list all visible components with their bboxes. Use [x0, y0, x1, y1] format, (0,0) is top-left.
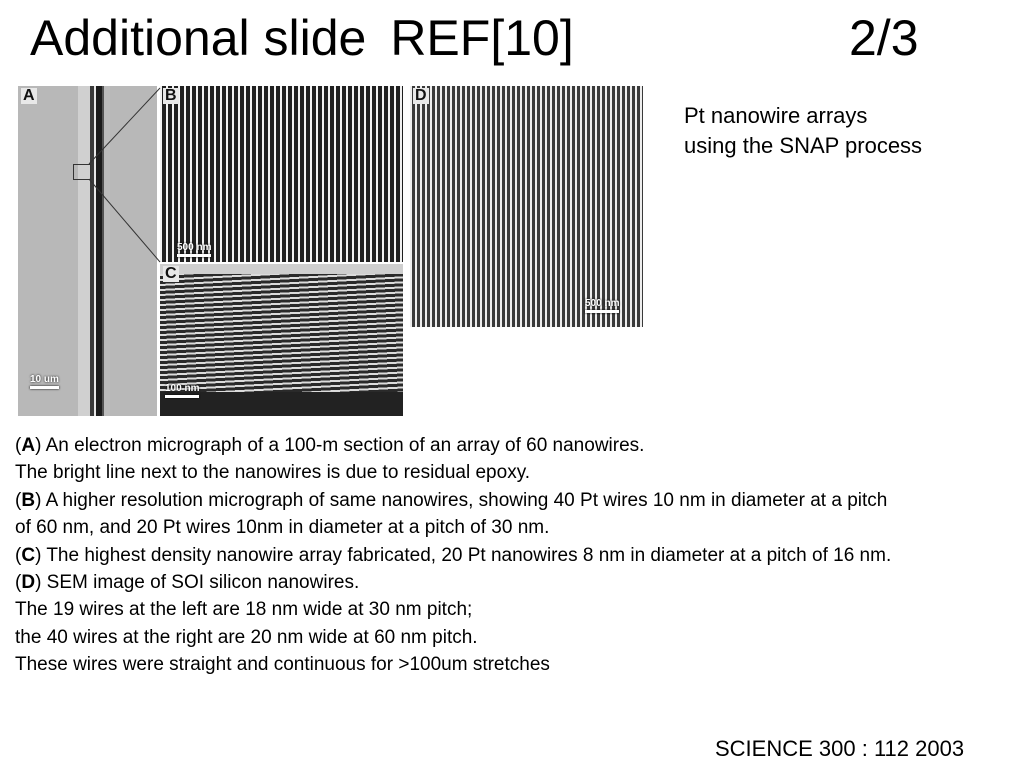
caption-paren: (: [15, 435, 22, 456]
caption-text: ) SEM image of SOI silicon nanowires.: [35, 572, 360, 594]
scale-bar-label: 500 nm: [585, 298, 619, 313]
caption-line: The 19 wires at the left are 18 nm wide at 30 nm pitch;: [15, 599, 473, 621]
micrograph-panel-a: [18, 86, 157, 416]
caption-letter: A: [21, 435, 36, 456]
caption-line: The bright line next to the nanowires is due to residual epoxy.: [15, 462, 531, 484]
caption-line: [15, 569, 895, 596]
side-note-line: Pt nanowire arrays: [684, 103, 868, 128]
panel-letter: A: [23, 87, 35, 104]
caption-letter: B: [21, 489, 36, 511]
panel-letter: B: [165, 87, 177, 104]
micrograph-panel-b: [160, 86, 403, 262]
caption-line: the 40 wires at the right are 20 nm wide at 60 nm pitch.: [15, 626, 478, 648]
caption-line: [15, 487, 895, 542]
scale-bar-label: 100 nm: [165, 383, 199, 398]
panel-letter: C: [165, 265, 177, 282]
caption-line: [15, 432, 895, 459]
micrograph-panel-d: [410, 86, 643, 327]
slide-reference: REF[10]: [390, 10, 574, 66]
caption-letter: C: [21, 544, 36, 566]
caption-line: [15, 542, 895, 569]
figure-caption: [15, 432, 895, 679]
side-note: [684, 101, 922, 161]
caption-text: ) An electron micrograph of a 100-m section of an array of 60 nanowires.: [35, 435, 645, 456]
slide-title: [30, 6, 574, 70]
scale-bar-label: 10 um: [30, 374, 59, 389]
caption-text: ) The highest density nanowire array fabricated, 20 Pt nanowires 8 nm in diameter at a pitch of 16 nm.: [35, 544, 892, 566]
panel-letter: D: [415, 87, 427, 104]
caption-letter: D: [21, 572, 36, 594]
micrograph-panel-c: [160, 264, 403, 416]
caption-line: These wires were straight and continuous for >100um stretches: [15, 654, 550, 676]
caption-paren: (: [15, 489, 22, 511]
caption-paren: (: [15, 572, 22, 594]
scale-bar-label: 500 nm: [177, 242, 211, 257]
caption-text: ) A higher resolution micrograph of same nanowires, showing 40 Pt wires 10 nm in diameter at a pitch of 60 nm, and 20 Pt wires 10nm in diameter at a pitch of 30 nm.: [15, 489, 888, 539]
zoom-region-box: [73, 164, 91, 180]
page-number: 2/3: [849, 10, 919, 66]
side-note-line: using the SNAP process: [684, 133, 923, 158]
citation: SCIENCE 300 : 112 2003: [715, 736, 965, 761]
slide-title-text: Additional slide: [30, 10, 367, 66]
caption-paren: (: [15, 544, 22, 566]
